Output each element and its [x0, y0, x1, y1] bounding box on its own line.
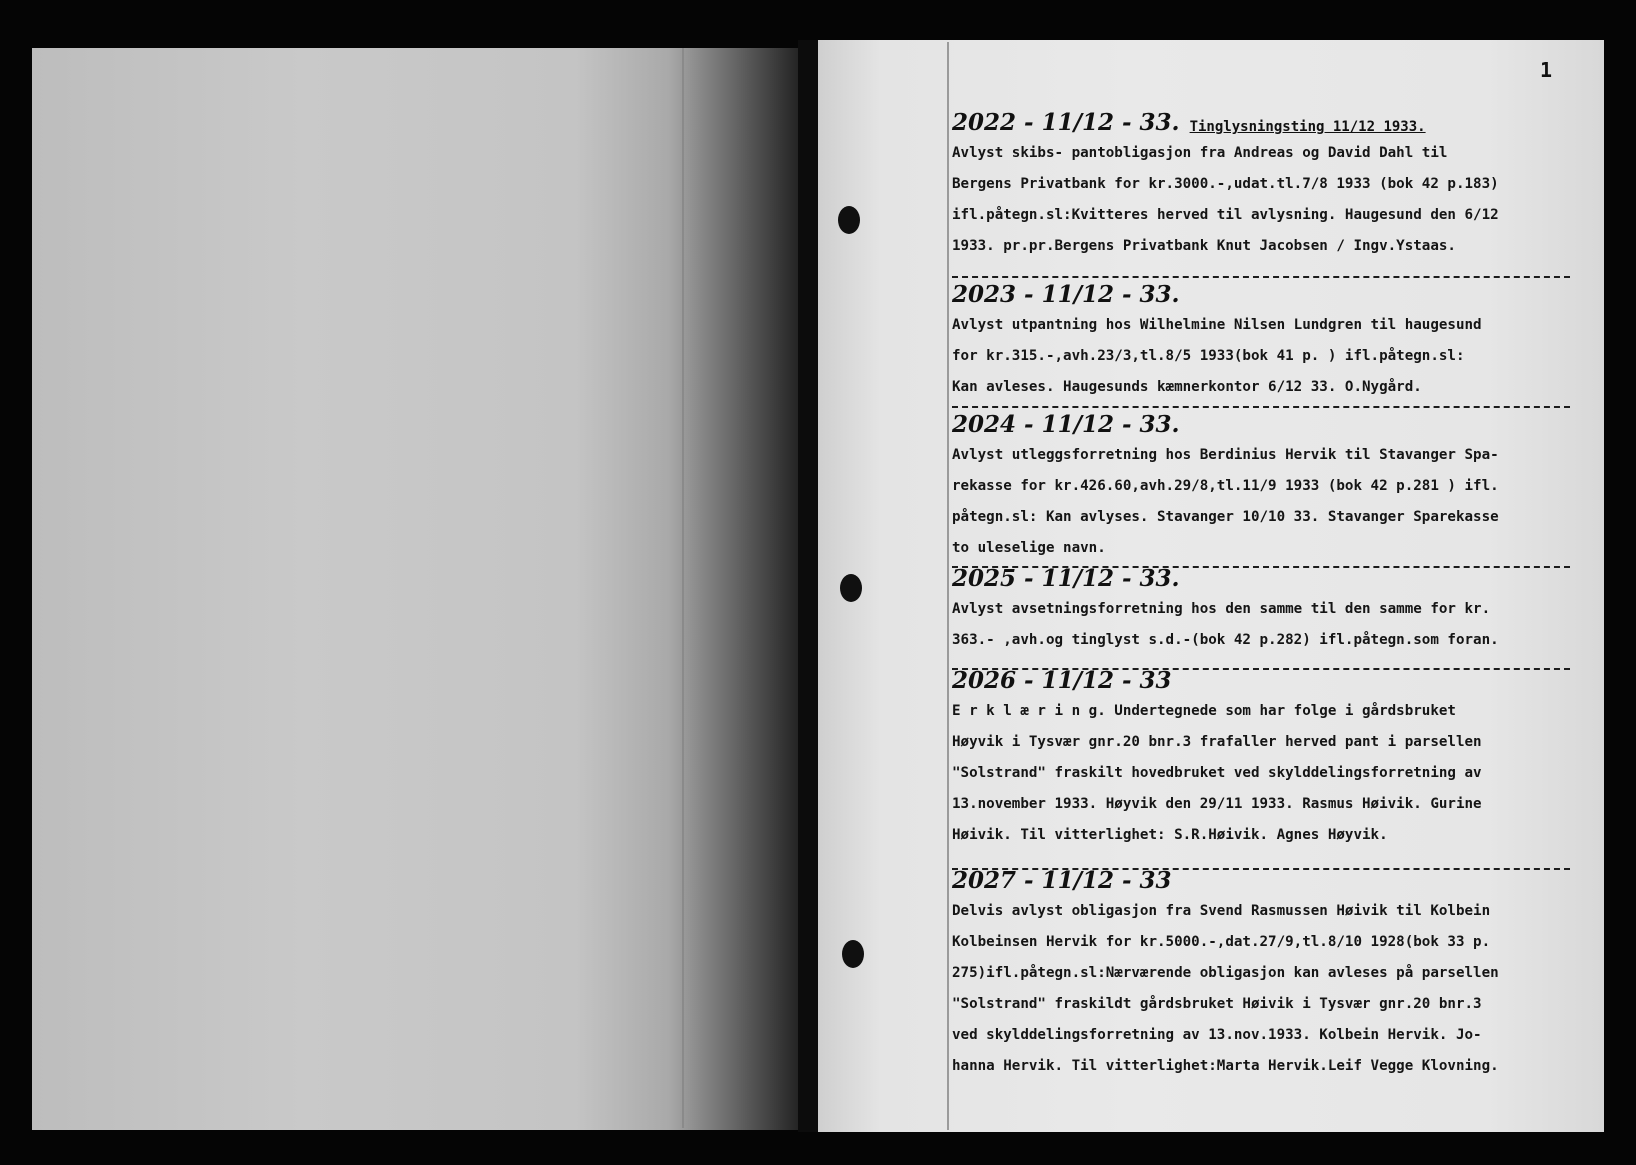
entry-number: 2024 - 11/12 - 33. [952, 411, 1180, 438]
register-entry [952, 410, 1570, 564]
session-heading: Tinglysningsting 11/12 1933. [1189, 119, 1426, 135]
entry-text-line: ifl.påtegn.sl:Kvitteres herved til avlysning. Haugesund den 6/12 [952, 207, 1499, 223]
entry-text-line: Kan avleses. Haugesunds kæmnerkontor 6/12 33. O.Nygård. [952, 379, 1422, 395]
entry-text-line: for kr.315.-,avh.23/3,tl.8/5 1933(bok 41 p. ) ifl.påtegn.sl: [952, 348, 1465, 364]
entry-text-line: "Solstrand" fraskilt hovedbruket ved skylddelingsforretning av [952, 765, 1482, 781]
entry-text-line: 275)ifl.påtegn.sl:Nærværende obligasjon kan avleses på parsellen [952, 965, 1499, 981]
entry-text-line: 363.- ,avh.og tinglyst s.d.-(bok 42 p.282) ifl.påtegn.som foran. [952, 632, 1499, 648]
blank-left-page [32, 48, 808, 1130]
entry-text-line: 1933. pr.pr.Bergens Privatbank Knut Jacobsen / Ingv.Ystaas. [952, 238, 1456, 254]
entry-number: 2022 - 11/12 - 33. [952, 109, 1180, 136]
register-entry [952, 108, 1570, 262]
entry-text-line: Avlyst skibs- pantobligasjon fra Andreas og David Dahl til [952, 145, 1448, 161]
entry-text-line: Delvis avlyst obligasjon fra Svend Rasmussen Høivik til Kolbein [952, 903, 1491, 919]
entry-text-line: "Solstrand" fraskildt gårdsbruket Høivik i Tysvær gnr.20 bnr.3 [952, 996, 1482, 1012]
entry-separator [952, 668, 1570, 670]
binding-hole [838, 206, 860, 234]
page-number: 1 [1540, 58, 1553, 82]
entry-text-line: Kolbeinsen Hervik for kr.5000.-,dat.27/9,tl.8/10 1928(bok 33 p. [952, 934, 1491, 950]
entry-header [952, 410, 1570, 440]
entry-separator [952, 406, 1570, 408]
entry-number: 2025 - 11/12 - 33. [952, 565, 1180, 592]
register-entry [952, 666, 1570, 851]
entry-header [952, 866, 1570, 896]
entry-header [952, 108, 1570, 138]
register-entry [952, 866, 1570, 1082]
entry-number: 2027 - 11/12 - 33 [952, 867, 1172, 894]
entry-header [952, 666, 1570, 696]
entry-separator [952, 276, 1570, 278]
entry-text-line: ved skylddelingsforretning av 13.nov.1933. Kolbein Hervik. Jo- [952, 1027, 1482, 1043]
entry-text-line: Avlyst avsetningsforretning hos den samme til den samme for kr. [952, 601, 1491, 617]
entry-text-line: hanna Hervik. Til vitterlighet:Marta Hervik.Leif Vegge Klovning. [952, 1058, 1499, 1074]
entry-text-line: påtegn.sl: Kan avlyses. Stavanger 10/10 33. Stavanger Sparekasse [952, 509, 1499, 525]
entry-separator [952, 868, 1570, 870]
register-entry [952, 280, 1570, 403]
entry-header [952, 564, 1570, 594]
binding-hole [842, 940, 864, 968]
entry-text-line: Bergens Privatbank for kr.3000.-,udat.tl.7/8 1933 (bok 42 p.183) [952, 176, 1499, 192]
entry-separator [952, 566, 1570, 568]
register-entry [952, 564, 1570, 656]
entry-number: 2026 - 11/12 - 33 [952, 667, 1172, 694]
entry-text-line: E r k l æ r i n g. Undertegnede som har folge i gårdsbruket [952, 703, 1456, 719]
entry-text-line: Høyvik i Tysvær gnr.20 bnr.3 frafaller herved pant i parsellen [952, 734, 1482, 750]
entry-text-line: 13.november 1933. Høyvik den 29/11 1933. Rasmus Høivik. Gurine [952, 796, 1482, 812]
left-page-fold [682, 48, 684, 1128]
entry-header [952, 280, 1570, 310]
entry-text-line: to uleselige navn. [952, 540, 1106, 556]
entry-text-line: Høivik. Til vitterlighet: S.R.Høivik. Agnes Høyvik. [952, 827, 1388, 843]
entry-text-line: rekasse for kr.426.60,avh.29/8,tl.11/9 1933 (bok 42 p.281 ) ifl. [952, 478, 1499, 494]
entry-text-line: Avlyst utleggsforretning hos Berdinius Hervik til Stavanger Spa- [952, 447, 1499, 463]
entry-number: 2023 - 11/12 - 33. [952, 281, 1180, 308]
page-margin-line [947, 42, 949, 1130]
entry-text-line: Avlyst utpantning hos Wilhelmine Nilsen Lundgren til haugesund [952, 317, 1482, 333]
binding-hole [840, 574, 862, 602]
